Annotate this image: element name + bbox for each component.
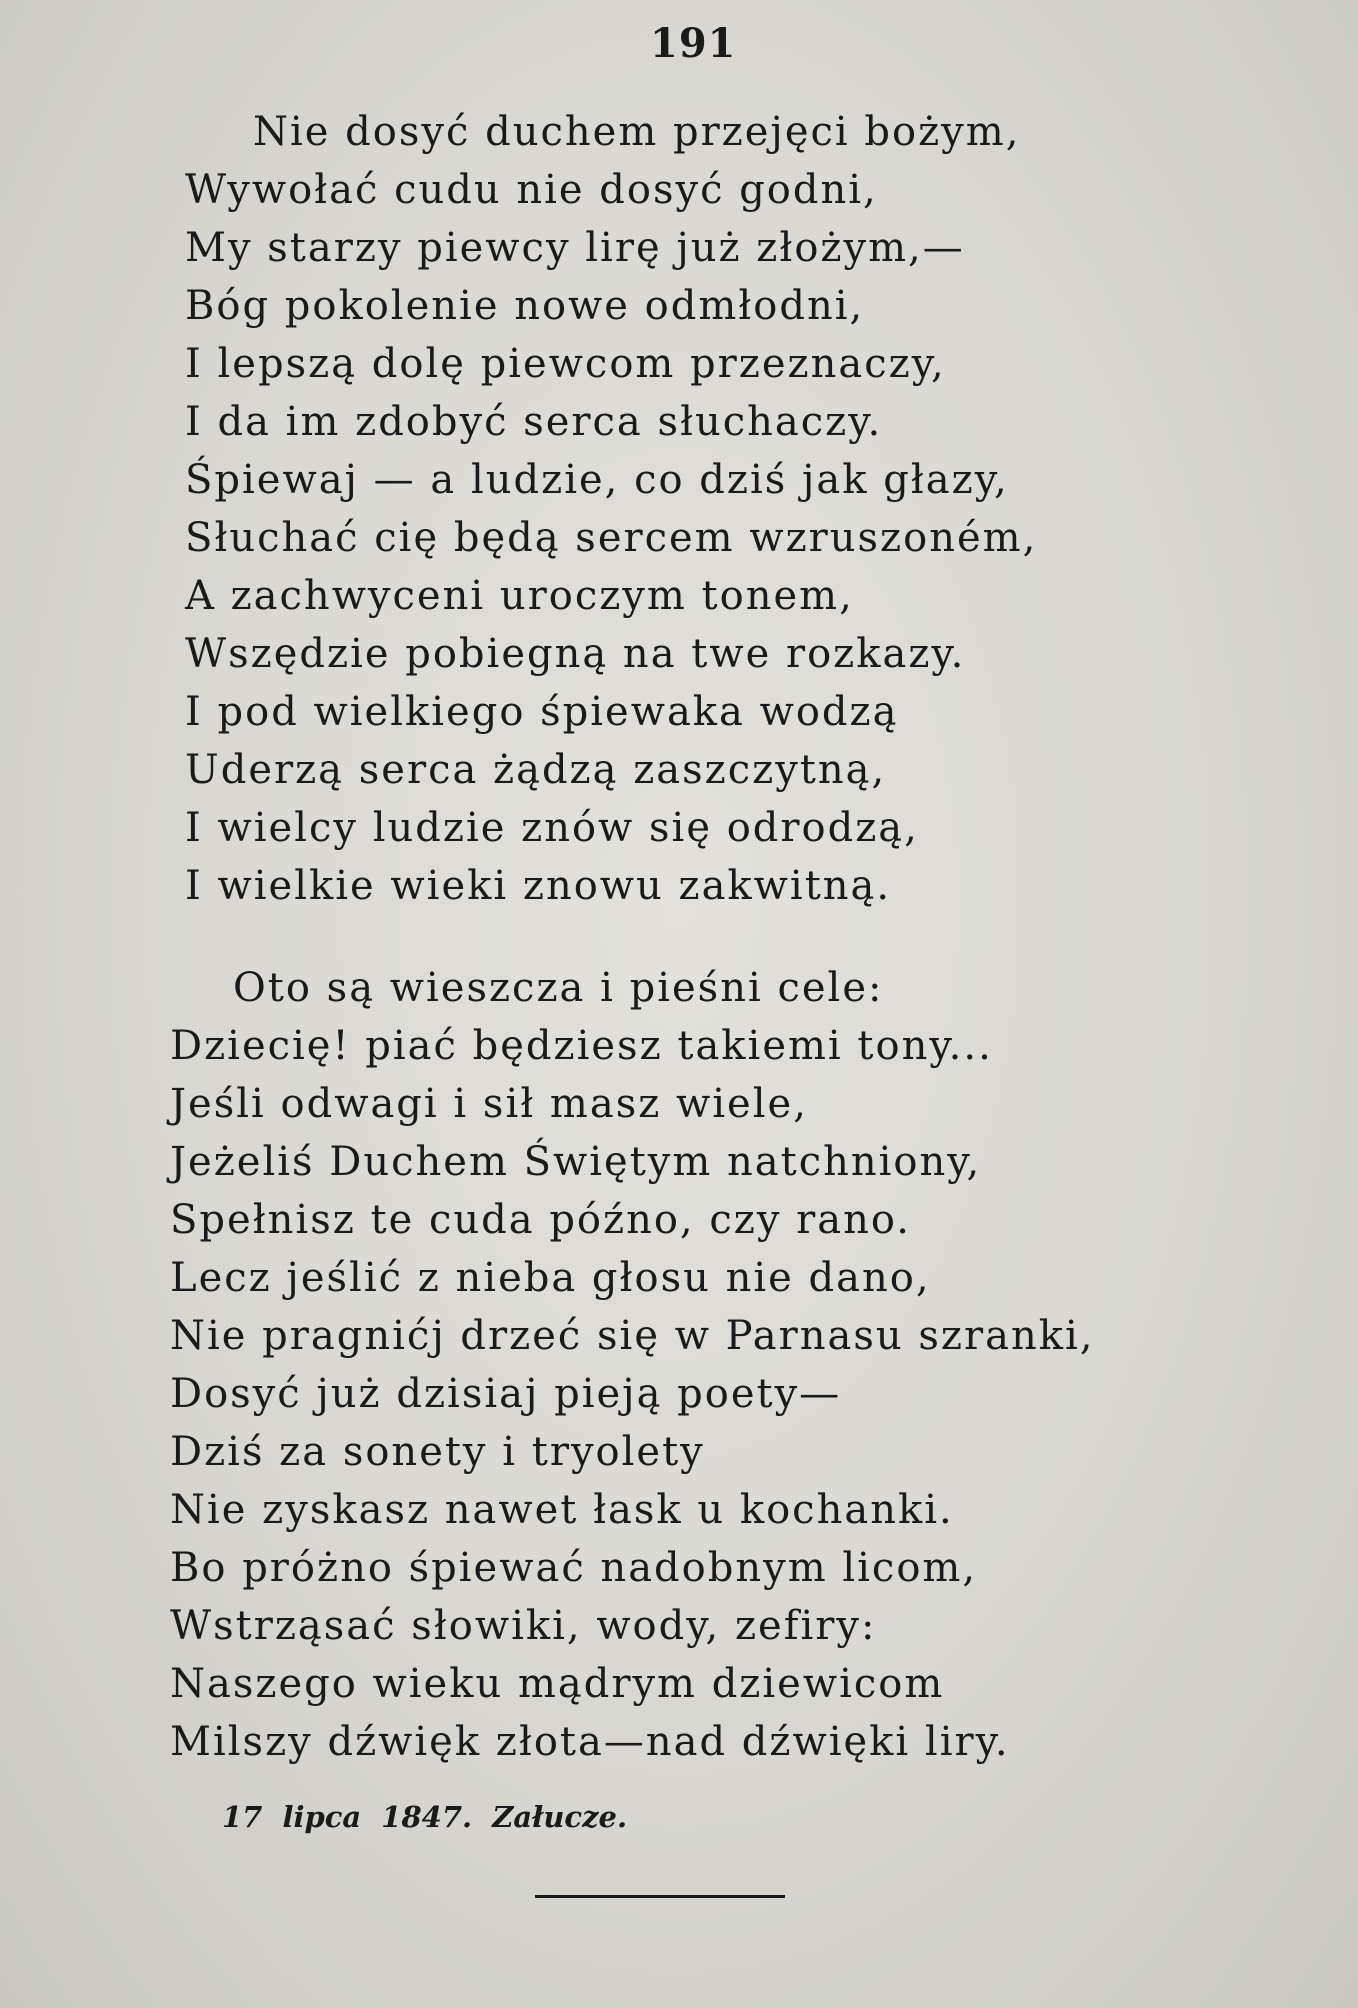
poem-line: Wszędzie pobiegną na twe rozkazy. xyxy=(185,631,966,677)
poem-line: Dziecię! piać będziesz takiemi tony... xyxy=(170,1023,993,1069)
poem-line: Lecz jeślić z nieba głosu nie dano, xyxy=(170,1255,931,1301)
poem-line: Jeżeliś Duchem Świętym natchniony, xyxy=(170,1139,982,1185)
poem-line: Uderzą serca żądzą zaszczytną, xyxy=(185,747,887,793)
poem-line: Bo próżno śpiewać nadobnym licom, xyxy=(170,1545,978,1591)
poem-line: Naszego wieku mądrym dziewicom xyxy=(170,1661,945,1707)
poem-line: Wstrząsać słowiki, wody, zefiry: xyxy=(170,1603,877,1649)
page-number: 191 xyxy=(650,20,737,67)
poem-line: Śpiewaj — a ludzie, co dziś jak głazy, xyxy=(185,457,1009,503)
poem-line: I lepszą dolę piewcom przeznaczy, xyxy=(185,341,946,387)
poem-line: Dosyć już dzisiaj pieją poety— xyxy=(170,1371,842,1417)
poem-line: Jeśli odwagi i sił masz wiele, xyxy=(170,1081,808,1127)
poem-line: Słuchać cię będą sercem wzruszoném, xyxy=(185,515,1038,561)
poem-line: I da im zdobyć serca słuchaczy. xyxy=(185,399,883,445)
poem-line: Milszy dźwięk złota—nad dźwięki liry. xyxy=(170,1719,1010,1765)
poem-line: Nie zyskasz nawet łask u kochanki. xyxy=(170,1487,954,1533)
poem-line: Nie pragnićj drzeć się w Parnasu szranki, xyxy=(170,1313,1095,1359)
poem-line: Nie dosyć duchem przejęci bożym, xyxy=(253,109,1021,155)
closing-rule xyxy=(535,1895,785,1898)
poem-line: My starzy piewcy lirę już złożym,— xyxy=(185,225,965,271)
poem-line: Dziś za sonety i tryolety xyxy=(170,1429,705,1475)
poem-line: I wielcy ludzie znów się odrodzą, xyxy=(185,805,919,851)
poem-line: I pod wielkiego śpiewaka wodzą xyxy=(185,689,899,735)
poem-line: Spełnisz te cuda późno, czy rano. xyxy=(170,1197,911,1243)
poem-line: I wielkie wieki znowu zakwitną. xyxy=(185,863,892,909)
poem-line: A zachwyceni uroczym tonem, xyxy=(185,573,854,619)
date-place-line: 17 lipca 1847. Załucze. xyxy=(222,1800,628,1834)
poem-line: Wywołać cudu nie dosyć godni, xyxy=(185,167,878,213)
poem-line: Bóg pokolenie nowe odmłodni, xyxy=(185,283,865,329)
poem-line: Oto są wieszcza i pieśni cele: xyxy=(233,965,884,1011)
